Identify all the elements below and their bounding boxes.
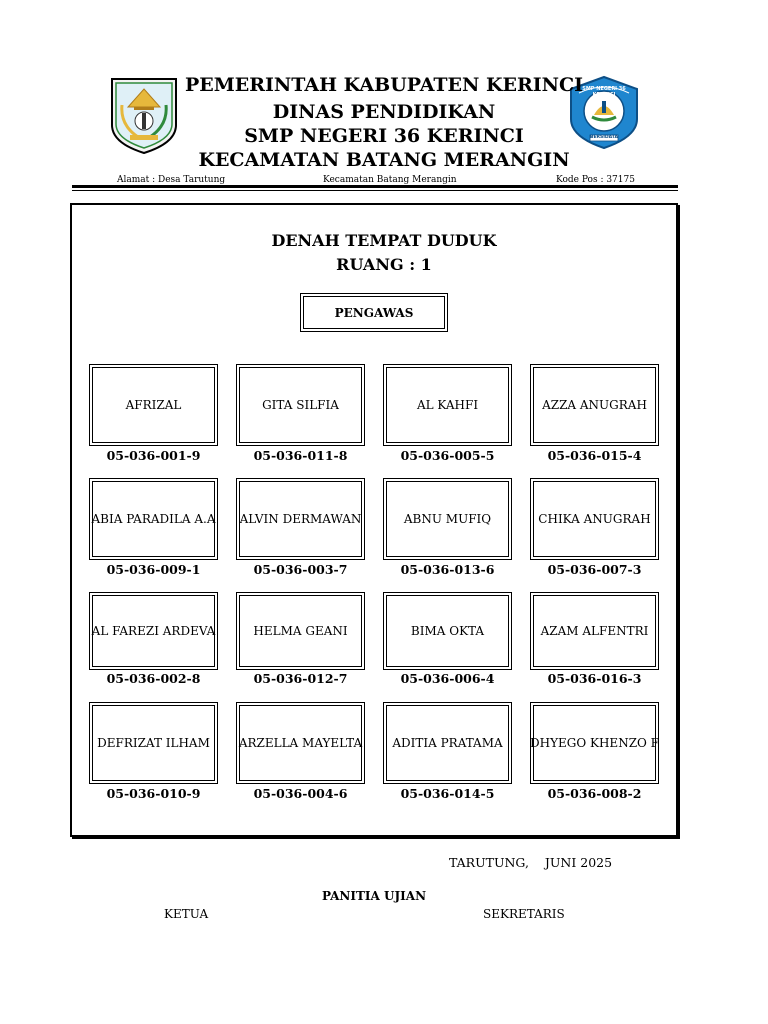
seat-box: ARZELLA MAYELTA — [236, 702, 365, 784]
chair-label: KETUA — [164, 907, 209, 921]
seat-exam-number: 05-036-016-3 — [547, 671, 642, 686]
seat-exam-number: 05-036-014-5 — [400, 786, 495, 801]
header-subdistrict: KECAMATAN BATANG MERANGIN — [198, 149, 570, 171]
seat-box: DEFRIZAT ILHAM — [89, 702, 218, 784]
seat-exam-number: 05-036-011-8 — [253, 448, 348, 463]
seat-exam-number: 05-036-006-4 — [400, 671, 495, 686]
header-government: PEMERINTAH KABUPATEN KERINCI — [184, 74, 584, 96]
seat-box: ABIA PARADILA A.A — [89, 478, 218, 560]
seat-exam-number: 05-036-001-9 — [106, 448, 201, 463]
seat-exam-number: 05-036-007-3 — [547, 562, 642, 577]
header-school: SMP NEGERI 36 KERINCI — [244, 125, 524, 147]
seat-box: AL KAHFI — [383, 364, 512, 446]
seat-box: GITA SILFIA — [236, 364, 365, 446]
committee-label: PANITIA UJIAN — [321, 889, 427, 903]
room-number: RUANG : 1 — [336, 255, 432, 274]
seat-exam-number: 05-036-010-9 — [106, 786, 201, 801]
school-badge-motto: BERSIDATA — [590, 135, 618, 140]
seat-box: ADITIA PRATAMA — [383, 702, 512, 784]
header-rule-thick — [72, 185, 678, 188]
seat-box: DHYEGO KHENZO F — [530, 702, 659, 784]
header-agency: DINAS PENDIDIKAN — [272, 101, 496, 123]
seat-exam-number: 05-036-003-7 — [253, 562, 348, 577]
seat-box: AZZA ANUGRAH — [530, 364, 659, 446]
seating-plan-title: DENAH TEMPAT DUDUK — [271, 231, 497, 250]
seat-box: BIMA OKTA — [383, 592, 512, 670]
seat-exam-number: 05-036-012-7 — [253, 671, 348, 686]
header-postal-code: Kode Pos : 37175 — [556, 175, 635, 185]
header-rule-thin — [72, 190, 678, 191]
seat-box: AZAM ALFENTRI — [530, 592, 659, 670]
secretary-label: SEKRETARIS — [483, 907, 565, 921]
seat-box: HELMA GEANI — [236, 592, 365, 670]
seat-exam-number: 05-036-004-6 — [253, 786, 348, 801]
seat-box: AFRIZAL — [89, 364, 218, 446]
seat-exam-number: 05-036-009-1 — [106, 562, 201, 577]
seat-box: ABNU MUFIQ — [383, 478, 512, 560]
seat-exam-number: 05-036-015-4 — [547, 448, 642, 463]
place-date: TARUTUNG, JUNI 2025 — [449, 855, 613, 870]
seat-box: ALVIN DERMAWAN — [236, 478, 365, 560]
seat-exam-number: 05-036-008-2 — [547, 786, 642, 801]
seat-box: AL FAREZI ARDEVA — [89, 592, 218, 670]
seat-exam-number: 05-036-013-6 — [400, 562, 495, 577]
seat-box: CHIKA ANUGRAH — [530, 478, 659, 560]
header-district: Kecamatan Batang Merangin — [323, 175, 457, 185]
seat-exam-number: 05-036-002-8 — [106, 671, 201, 686]
school-badge-name: SMP NEGERI 36 KERINCI — [582, 86, 626, 98]
header-address: Alamat : Desa Tarutung — [117, 175, 226, 185]
supervisor-desk: PENGAWAS — [300, 293, 448, 332]
seat-exam-number: 05-036-005-5 — [400, 448, 495, 463]
